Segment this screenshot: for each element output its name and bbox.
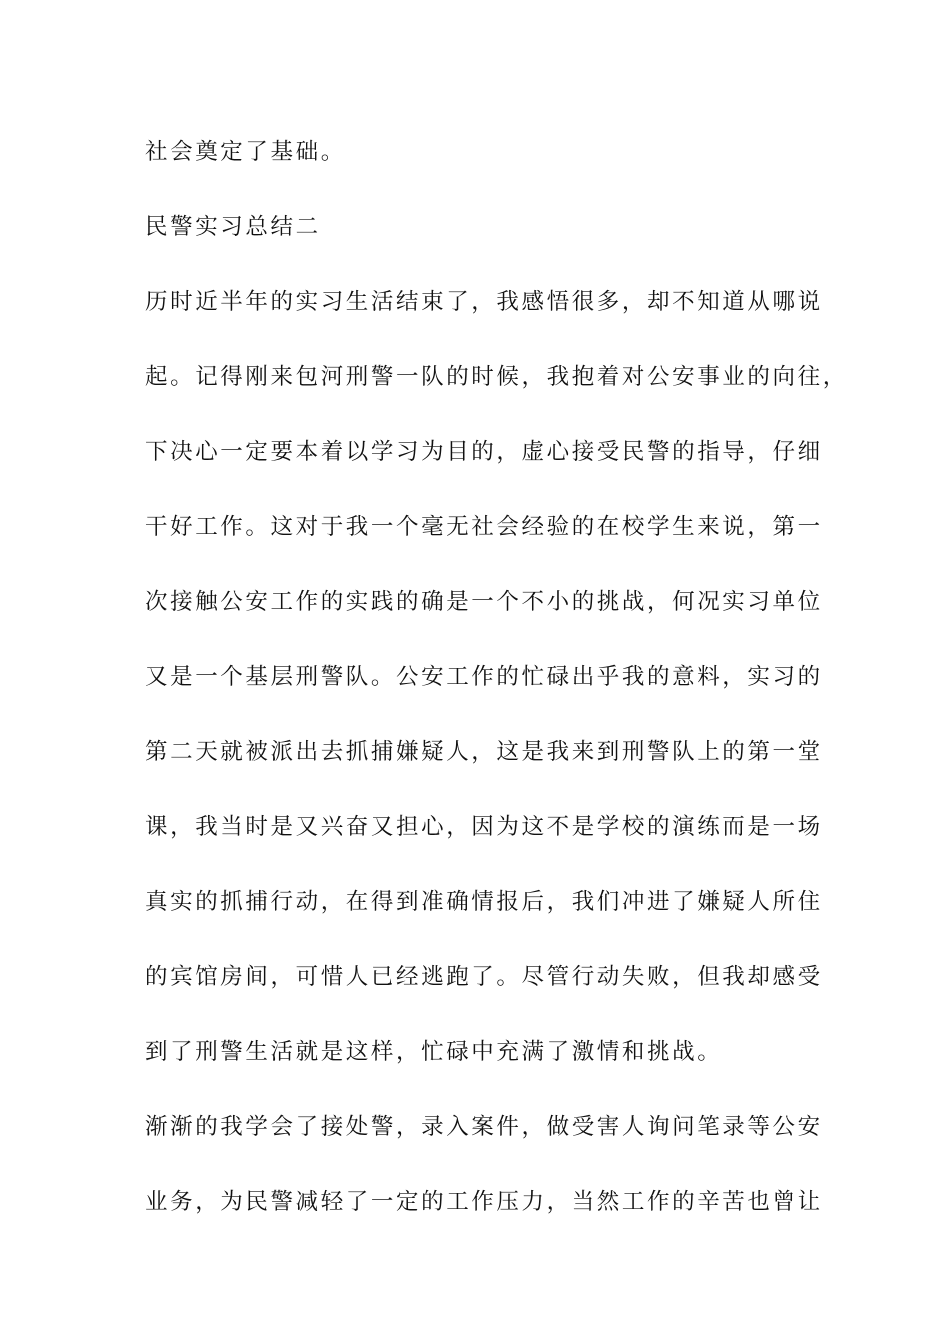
text-line: 社会奠定了基础。 <box>145 139 346 165</box>
text-line: 干好工作。这对于我一个毫无社会经验的在校学生来说，第一 <box>145 514 823 540</box>
text-line: 历时近半年的实习生活结束了，我感悟很多，却不知道从哪说 <box>145 289 823 315</box>
text-line: 课，我当时是又兴奋又担心，因为这不是学校的演练而是一场 <box>145 814 823 840</box>
text-line: 到了刑警生活就是这样，忙碌中充满了激情和挑战。 <box>145 1039 723 1065</box>
text-line: 业务，为民警减轻了一定的工作压力，当然工作的辛苦也曾让 <box>145 1189 823 1215</box>
text-line: 下决心一定要本着以学习为目的，虚心接受民警的指导，仔细 <box>145 439 823 465</box>
text-line: 的宾馆房间，可惜人已经逃跑了。尽管行动失败，但我却感受 <box>145 964 823 990</box>
text-line: 次接触公安工作的实践的确是一个不小的挑战，何况实习单位 <box>145 589 823 615</box>
section-heading: 民警实习总结二 <box>145 214 321 240</box>
text-line: 渐渐的我学会了接处警，录入案件，做受害人询问笔录等公安 <box>145 1114 823 1140</box>
text-line: 又是一个基层刑警队。公安工作的忙碌出乎我的意料，实习的 <box>145 664 823 690</box>
text-line: 第二天就被派出去抓捕嫌疑人，这是我来到刑警队上的第一堂 <box>145 739 823 765</box>
text-line: 真实的抓捕行动，在得到准确情报后，我们冲进了嫌疑人所住 <box>145 889 823 915</box>
text-line: 起。记得刚来包河刑警一队的时候，我抱着对公安事业的向往， <box>145 364 848 390</box>
